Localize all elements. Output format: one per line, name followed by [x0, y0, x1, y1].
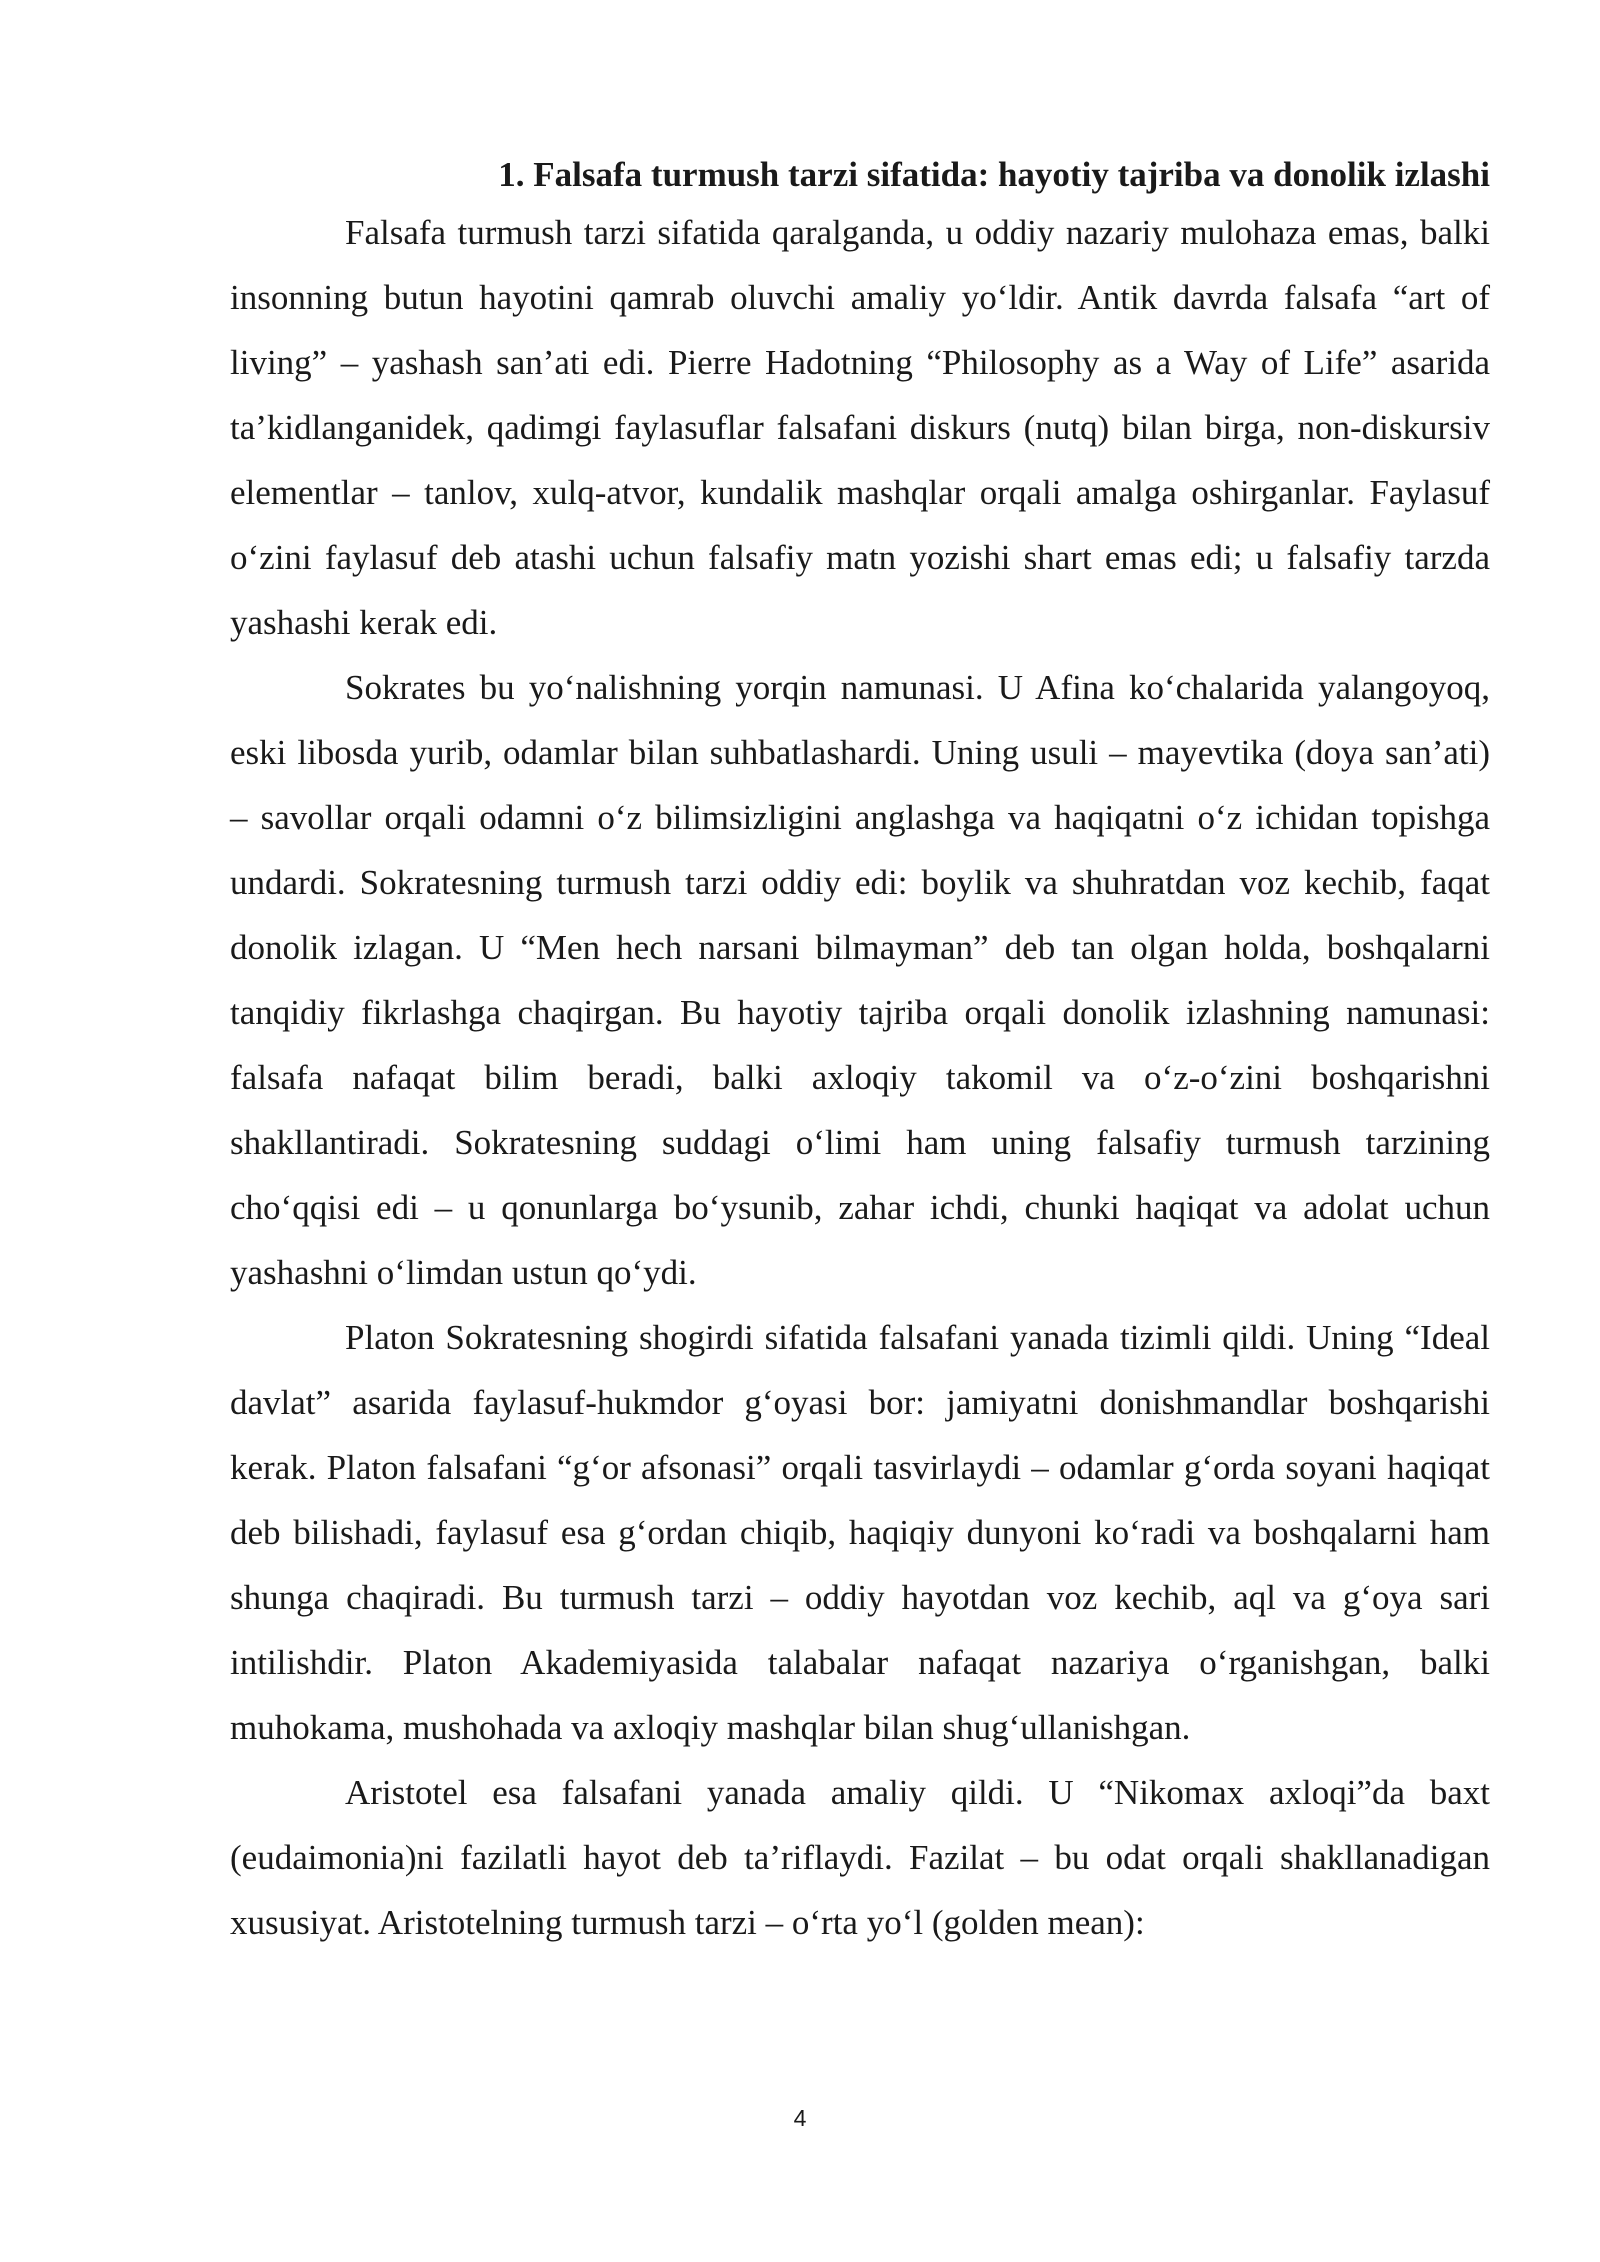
paragraph-aristotel: Aristotel esa falsafani yanada amaliy qildi. U “Nikomax axloqi”da baxt (eudaimonia)ni fazilatli hayot deb ta’riflaydi. Fazilat – bu odat orqali shakllanadigan xususiyat. Aristotelning turmush tarzi – o‘rta yo‘l (golden mean):: [230, 1773, 1490, 1942]
paragraph-hadot: Falsafa turmush tarzi sifatida qaralganda, u oddiy nazariy mulohaza emas, balki insonning butun hayotini qamrab oluvchi amaliy yo‘ldir. Antik davrda falsafa “art of living” – yashash san’ati edi. Pierre Hadotning “Philosophy as a Way of Life” asarida ta’kidlanganidek, qadimgi faylasuflar falsafani diskurs (nutq) bilan birga, non-diskursiv elementlar – tanlov, xulq-atvor, kundalik mashqlar orqali amalga oshirganlar. Faylasuf o‘zini faylasuf deb atashi uchun falsafiy matn yozishi shart emas edi; u falsafiy tarzda yashashi kerak edi.: [230, 213, 1490, 642]
page-body: [230, 150, 1490, 1955]
section-heading: 1. Falsafa turmush tarzi sifatida: hayotiy tajriba va donolik izlashi: [498, 155, 1490, 194]
paragraph-platon: Platon Sokratesning shogirdi sifatida falsafani yanada tizimli qildi. Uning “Ideal davlat” asarida faylasuf-hukmdor g‘oyasi bor: jamiyatni donishmandlar boshqarishi kerak. Platon falsafani “g‘or afsonasi” orqali tasvirlaydi – odamlar g‘orda soyani haqiqat deb bilishadi, faylasuf esa g‘ordan chiqib, haqiqiy dunyoni ko‘radi va boshqalarni ham shunga chaqiradi. Bu turmush tarzi – oddiy hayotdan voz kechib, aql va g‘oya sari intilishdir. Platon Akademiyasida talabalar nafaqat nazariya o‘rganishgan, balki muhokama, mushohada va axloqiy mashqlar bilan shug‘ullanishgan.: [230, 1318, 1490, 1747]
paragraph-sokrates: Sokrates bu yo‘nalishning yorqin namunasi. U Afina ko‘chalarida yalangoyoq, eski libosda yurib, odamlar bilan suhbatlashardi. Uning usuli – mayevtika (doya san’ati) – savollar orqali odamni o‘z bilimsizligini anglashga va haqiqatni o‘z ichidan topishga undardi. Sokratesning turmush tarzi oddiy edi: boylik va shuhratdan voz kechib, faqat donolik izlagan. U “Men hech narsani bilmayman” deb tan olgan holda, boshqalarni tanqidiy fikrlashga chaqirgan. Bu hayotiy tajriba orqali donolik izlashning namunasi: falsafa nafaqat bilim beradi, balki axloqiy takomil va o‘z-o‘zini boshqarishni shakllantiradi. Sokratesning suddagi o‘limi ham uning falsafiy turmush tarzining cho‘qqisi edi – u qonunlarga bo‘ysunib, zahar ichdi, chunki haqiqat va adolat uchun yashashni o‘limdan ustun qo‘ydi.: [230, 668, 1490, 1292]
page-number: 4: [793, 2105, 807, 2131]
